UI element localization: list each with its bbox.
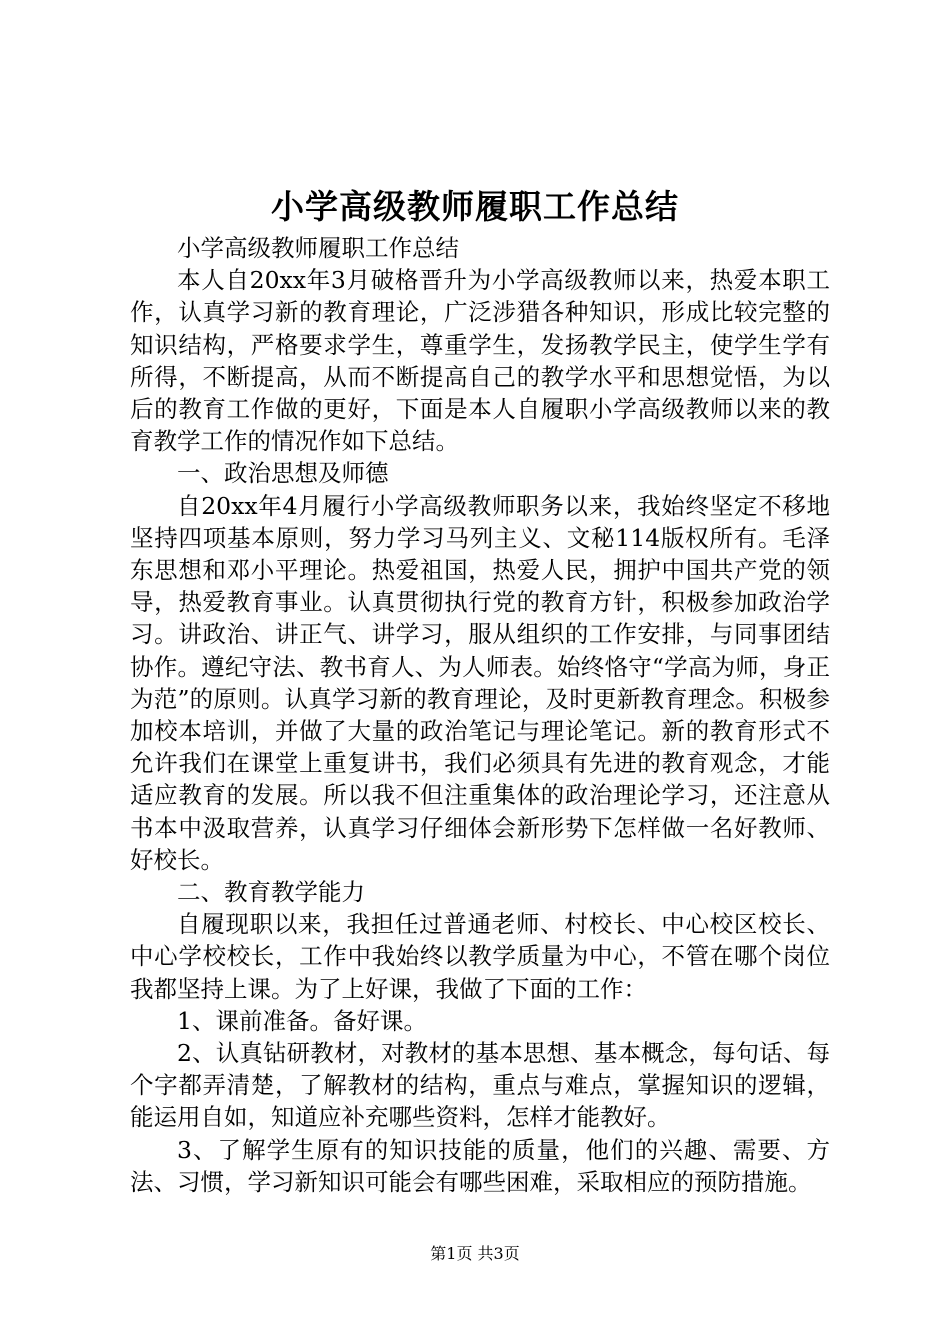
teaching-paragraph: 自履现职以来，我担任过普通老师、村校长、中心校区校长、中心学校校长，工作中我始终以教学质量为中心，不管在哪个岗位我都坚持上课。为了上好课，我做了下面的工作： — [130, 910, 830, 1003]
subtitle-paragraph: 小学高级教师履职工作总结 — [177, 234, 459, 262]
politics-paragraph: 自20xx年4月履行小学高级教师职务以来，我始终坚定不移地坚持四项基本原则，努力学习马列主义、文秘114版权所有。毛泽东思想和邓小平理论。热爱祖国，热爱人民，拥护中国共产党的领导，热爱教育事业。认真贯彻执行党的教育方针，积极参加政治学习。讲政治、讲正气、讲学习，服从组织的工作安排，与同事团结协作。遵纪守法、教书育人、为人师表。始终恪守“学高为师，身正为范”的原则。认真学习新的教育理论，及时更新教育理念。积极参加校本培训，并做了大量的政治笔记与理论笔记。新的教育形式不允许我们在课堂上重复讲书，我们必须具有先进的教育观念，才能适应教育的发展。所以我不但注重集体的政治理论学习，还注意从书本中汲取营养，认真学习仔细体会新形势下怎样做一名好教师、好校长。 — [130, 491, 830, 874]
list-item-1: 1、课前准备。备好课。 — [177, 1006, 427, 1035]
section-heading-teaching: 二、教育教学能力 — [177, 878, 365, 907]
list-item-3: 3、了解学生原有的知识技能的质量，他们的兴趣、需要、方法、习惯，学习新知识可能会有哪些困难，采取相应的预防措施。 — [130, 1135, 830, 1196]
list-item-2: 2、认真钻研教材，对教材的基本思想、基本概念，每句话、每个字都弄清楚，了解教材的结构，重点与难点，掌握知识的逻辑，能运用自如，知道应补充哪些资料，怎样才能教好。 — [130, 1039, 830, 1132]
document-body — [130, 232, 830, 1198]
intro-paragraph: 本人自20xx年3月破格晋升为小学高级教师以来，热爱本职工作，认真学习新的教育理论，广泛涉猎各种知识，形成比较完整的知识结构，严格要求学生，尊重学生，发扬教学民主，使学生学有所得，不断提高，从而不断提高自己的教学水平和思想觉悟，为以后的教育工作做的更好，下面是本人自履职小学高级教师以来的教育教学工作的情况作如下总结。 — [130, 266, 830, 456]
page-footer: 第1页 共3页 — [430, 1244, 520, 1263]
section-heading-politics: 一、政治思想及师德 — [177, 459, 389, 488]
document-title: 小学高级教师履职工作总结 — [271, 187, 679, 226]
